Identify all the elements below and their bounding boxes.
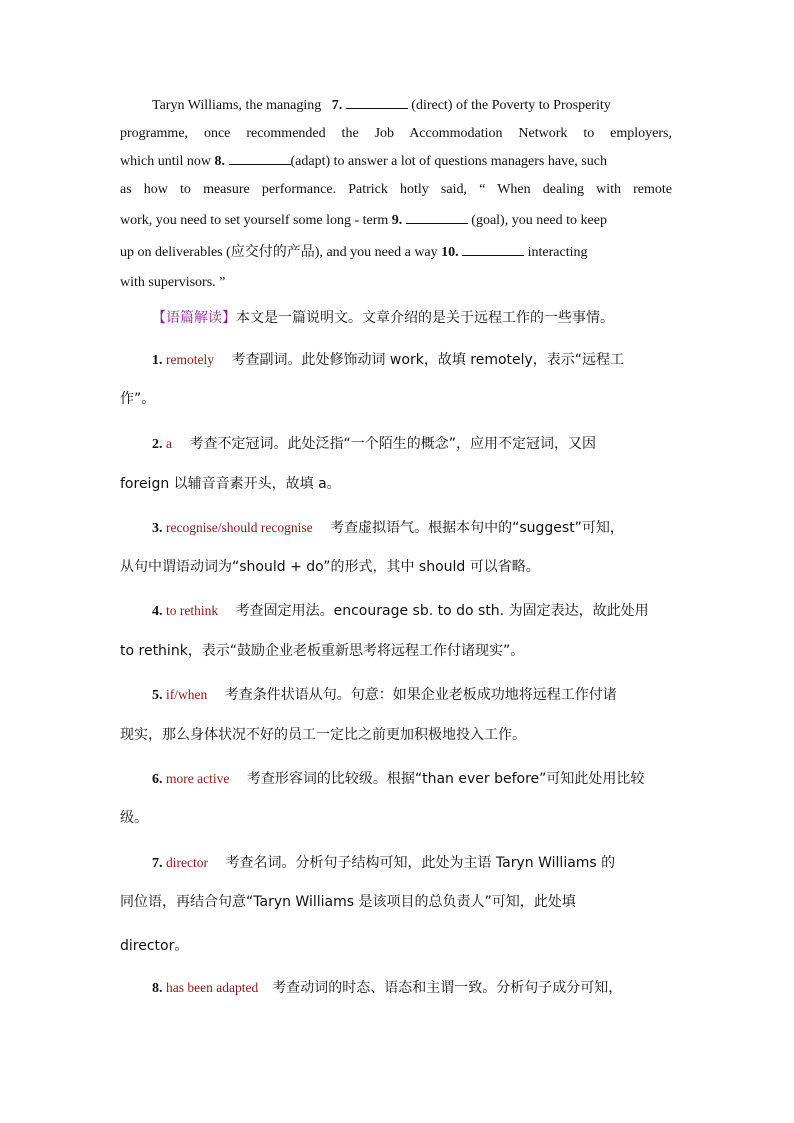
answer-text: remotely <box>166 352 214 367</box>
answer-text: director <box>166 855 208 870</box>
answer-item-7-cont2: director。 <box>120 938 189 954</box>
answer-item-7-cont: 同位语，再结合句意“Taryn Williams 是该项目的总负责人”可知，此处填 <box>120 894 576 910</box>
answer-blank[interactable] <box>406 211 468 224</box>
analysis-label: 【语篇解读】 <box>152 310 236 326</box>
answer-item-3-cont: 从句中谓语动词为“should + do”的形式，其中 should 可以省略。 <box>120 559 540 575</box>
answer-item-4-cont: to rethink，表示“鼓励企业老板重新思考将远程工作付诸现实”。 <box>120 643 525 659</box>
answer-blank[interactable] <box>346 96 408 109</box>
answer-item-5: 5. if/when 考查条件状语从句。句意：如果企业老板成功地将远程工作付诸 <box>152 687 617 703</box>
answer-item-2: 2. a 考查不定冠词。此处泛指“一个陌生的概念”，应用不定冠词，又因 <box>152 436 597 452</box>
answer-item-6: 6. more active 考查形容词的比较级。根据“than ever before”可知此处用比较 <box>152 771 645 787</box>
passage-line-2: programme, once recommended the Job Accommodation Network to employers, <box>120 126 672 141</box>
passage-line-3: which until now 8. (adapt) to answer a lot of questions managers have, such <box>120 154 607 169</box>
question-number: 9. <box>391 213 403 228</box>
question-number: 8. <box>214 154 225 169</box>
passage-line-1: Taryn Williams, the managing 7. (direct) of the Poverty to Prosperity <box>152 98 611 113</box>
passage-line-7: with supervisors. ” <box>120 275 226 290</box>
answer-item-6-cont: 级。 <box>120 810 148 826</box>
answer-text: recognise/should recognise <box>166 520 313 535</box>
answer-item-8: 8. has been adapted 考查动词的时态、语态和主谓一致。分析句子成分可知， <box>152 980 623 996</box>
passage-line-4: as how to measure performance. Patrick hotly said, “ When dealing with remote <box>120 182 672 197</box>
answer-item-1: 1. remotely 考查副词。此处修饰动词 work，故填 remotely，表示“远程工 <box>152 352 625 368</box>
answer-item-5-cont: 现实，那么身体状况不好的员工一定比之前更加积极地投入工作。 <box>120 727 526 743</box>
answer-text: to rethink <box>166 603 219 618</box>
analysis-text: 本文是一篇说明文。文章介绍的是关于远程工作的一些事情。 <box>236 310 614 326</box>
answer-text: more active <box>166 771 230 786</box>
question-number: 7. <box>331 98 343 113</box>
answer-blank[interactable] <box>462 243 524 256</box>
question-number: 10. <box>441 245 459 260</box>
answer-text: if/when <box>166 687 208 702</box>
answer-item-4: 4. to rethink 考查固定用法。encourage sb. to do sth. 为固定表达，故此处用 <box>152 603 649 619</box>
answer-item-1-cont: 作”。 <box>120 391 156 407</box>
answer-blank[interactable] <box>229 152 291 165</box>
answer-item-7: 7. director 考查名词。分析句子结构可知，此处为主语 Taryn Williams 的 <box>152 855 616 871</box>
passage-line-6: up on deliverables (应交付的产品), and you need a way 10. interacting <box>120 244 588 260</box>
analysis-section <box>152 308 677 329</box>
passage-line-5: work, you need to set yourself some long - term 9. (goal), you need to keep <box>120 213 607 228</box>
answer-item-2-cont: foreign 以辅音音素开头，故填 a。 <box>120 476 341 492</box>
answer-text: a <box>166 436 172 451</box>
answer-text: has been adapted <box>166 980 259 995</box>
answer-item-3: 3. recognise/should recognise 考查虚拟语气。根据本句中的“suggest”可知， <box>152 520 624 536</box>
